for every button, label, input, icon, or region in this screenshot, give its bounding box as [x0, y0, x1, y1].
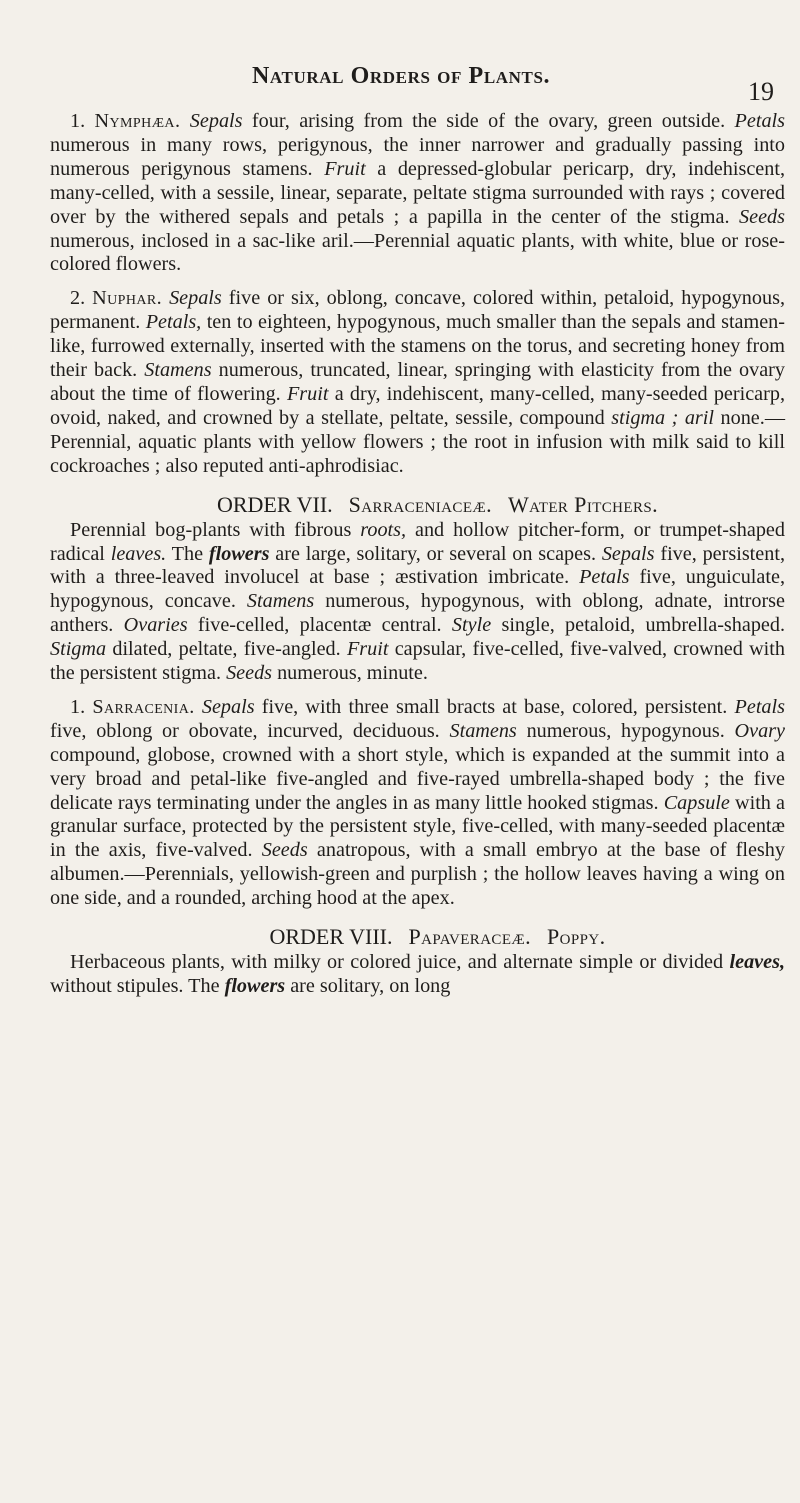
- text-run: numerous, hypogynous, with oblong, adnate, introrse anthers.: [50, 590, 785, 637]
- term: Stamens: [449, 719, 517, 742]
- text-run: numerous, truncated, linear, springing with elasticity from the ovary about the time of flowering.: [50, 359, 785, 405]
- term: Petals,: [145, 311, 202, 334]
- term: Sepals: [601, 542, 655, 565]
- term: roots,: [360, 518, 407, 541]
- order-description-paragraph: [50, 951, 785, 999]
- text-run: five, with three small bracts at base, colored, persistent.: [254, 695, 735, 718]
- term: flowers: [208, 542, 270, 565]
- order-heading: [50, 923, 785, 951]
- term: Seeds: [739, 205, 785, 228]
- term: leaves,: [729, 951, 785, 974]
- text-run: a depressed-globular pericarp, dry, indehiscent, many-celled, with a sessile, linear, separate, peltate stigma surrounded with rays ; covered over by the withered sepals and petals ; a papilla in the center of the stigma.: [50, 157, 785, 228]
- term: Ovary: [734, 719, 785, 742]
- text-run: five-celled, placentæ central.: [187, 614, 452, 637]
- text-run: with a granular surface, protected by the persistent style, five-celled, with many-seeded placentæ in the axis, five-valved.: [50, 791, 785, 862]
- genus-name: Sarracenia.: [92, 695, 195, 718]
- order-label: ORDER VIII.: [269, 924, 393, 950]
- text-run: numerous, inclosed in a sac-like aril.—Perennial aquatic plants, with white, blue or rose-colored flowers.: [50, 229, 785, 276]
- text-run: single, petaloid, umbrella-shaped.: [491, 614, 786, 637]
- page-header: [0, 63, 800, 106]
- text-run: anatropous, with a small embryo at the base of fleshy albumen.—Perennials, yellowish-green and purplish ; the hollow leaves having a wing on one side, and a rounded, arching hood at the apex.: [50, 839, 785, 910]
- term: Fruit: [286, 382, 329, 405]
- order-common-name: Poppy.: [547, 924, 606, 950]
- term: Stamens: [144, 359, 212, 382]
- order-family: Sarraceniaceæ.: [348, 491, 493, 517]
- text-run: numerous, minute.: [272, 662, 428, 685]
- text-run: without stipules. The: [50, 975, 225, 997]
- text-run: and hollow pitcher-form, or trumpet-shaped radical: [50, 518, 785, 565]
- page-number: 19: [748, 77, 774, 106]
- genus-number: 1.: [70, 695, 86, 718]
- text-run: numerous, hypogynous.: [516, 719, 735, 742]
- order-label: ORDER VII.: [216, 491, 333, 517]
- genus-nuphar-paragraph: [50, 287, 785, 478]
- genus-name: Nymphæa.: [94, 110, 181, 132]
- text-run: Perennial bog-plants with fibrous: [70, 518, 361, 541]
- text-run: are solitary, on long: [285, 975, 451, 997]
- text-run: dilated, peltate, five-angled.: [106, 638, 347, 661]
- term: Fruit: [324, 157, 366, 180]
- text-run: five, persistent, with a three-leaved involucel at base ; æstivation imbricate.: [50, 542, 786, 589]
- body-text: [50, 110, 785, 999]
- text-run: five, oblong or obovate, incurved, deciduous.: [50, 719, 450, 742]
- term: Seeds: [226, 662, 273, 685]
- text-run: compound, globose, crowned with a short style, which is expanded at the summit into a very broad and petal-like five-angled and five-rayed umbrella-shaped body ; the five delicate rays terminating under the angles in as many little hooked stigmas.: [50, 743, 785, 814]
- order-family: Papaveraceæ.: [408, 924, 532, 950]
- term: Petals: [734, 110, 786, 132]
- text-run: The: [166, 542, 209, 565]
- term: Capsule: [663, 791, 730, 814]
- term: Ovaries: [123, 614, 188, 637]
- order-description-paragraph: [50, 519, 785, 686]
- term: Sepals: [189, 110, 243, 132]
- order-heading: [50, 491, 785, 519]
- text-run: a dry, indehiscent, many-celled, many-seeded pericarp, ovoid, naked, and crowned by a stellate, peltate, sessile, compound: [50, 382, 785, 429]
- term: Sepals: [169, 287, 222, 310]
- spacer: [50, 911, 785, 923]
- text-run: Herbaceous plants, with milky or colored juice, and alternate simple or divided: [70, 951, 730, 974]
- text-run: numerous in many rows, perigynous, the inner narrower and gradually passing into numerous perigynous stamens.: [50, 133, 785, 180]
- term: stigma ; aril: [611, 406, 715, 429]
- spacer: [50, 479, 785, 491]
- genus-number: 2.: [70, 287, 86, 310]
- term: Stamens: [246, 590, 315, 613]
- text-run: are large, solitary, or several on scapes.: [269, 542, 602, 565]
- term: Stigma: [50, 638, 107, 661]
- spacer: [50, 686, 785, 696]
- term: Seeds: [261, 839, 308, 862]
- running-head: Natural Orders of Plants.: [252, 63, 551, 89]
- genus-sarracenia-paragraph: [50, 696, 785, 911]
- term: Fruit: [346, 638, 389, 661]
- term: Style: [451, 614, 492, 637]
- term: Sepals: [201, 695, 255, 718]
- term: Petals: [734, 695, 785, 718]
- term: leaves.: [110, 542, 167, 565]
- text-run: five, unguiculate, hypogynous, concave.: [50, 566, 785, 613]
- text-run: four, arising from the side of the ovary, green outside.: [242, 110, 735, 132]
- text-run: ten to eighteen, hypogynous, much smaller than the sepals and stamen-like, furrowed externally, inserted with the stamens on the torus, and secreting honey from their back.: [50, 311, 785, 382]
- genus-number: 1.: [70, 110, 86, 132]
- text-run: five or six, oblong, concave, colored within, petaloid, hypogynous, permanent.: [50, 287, 785, 334]
- text-run: capsular, five-celled, five-valved, crowned with the persistent stigma.: [50, 638, 785, 685]
- genus-nymphaea-paragraph: [50, 110, 785, 277]
- genus-name: Nuphar.: [92, 287, 163, 310]
- spacer: [50, 277, 785, 287]
- term: Petals: [579, 566, 630, 589]
- order-common-name: Water Pitchers.: [508, 491, 659, 517]
- term: flowers: [224, 975, 286, 997]
- text-run: none.—Perennial, aquatic plants with yellow flowers ; the root in infusion with milk said to kill cockroaches ; also reputed anti-aphrodisiac.: [50, 406, 786, 477]
